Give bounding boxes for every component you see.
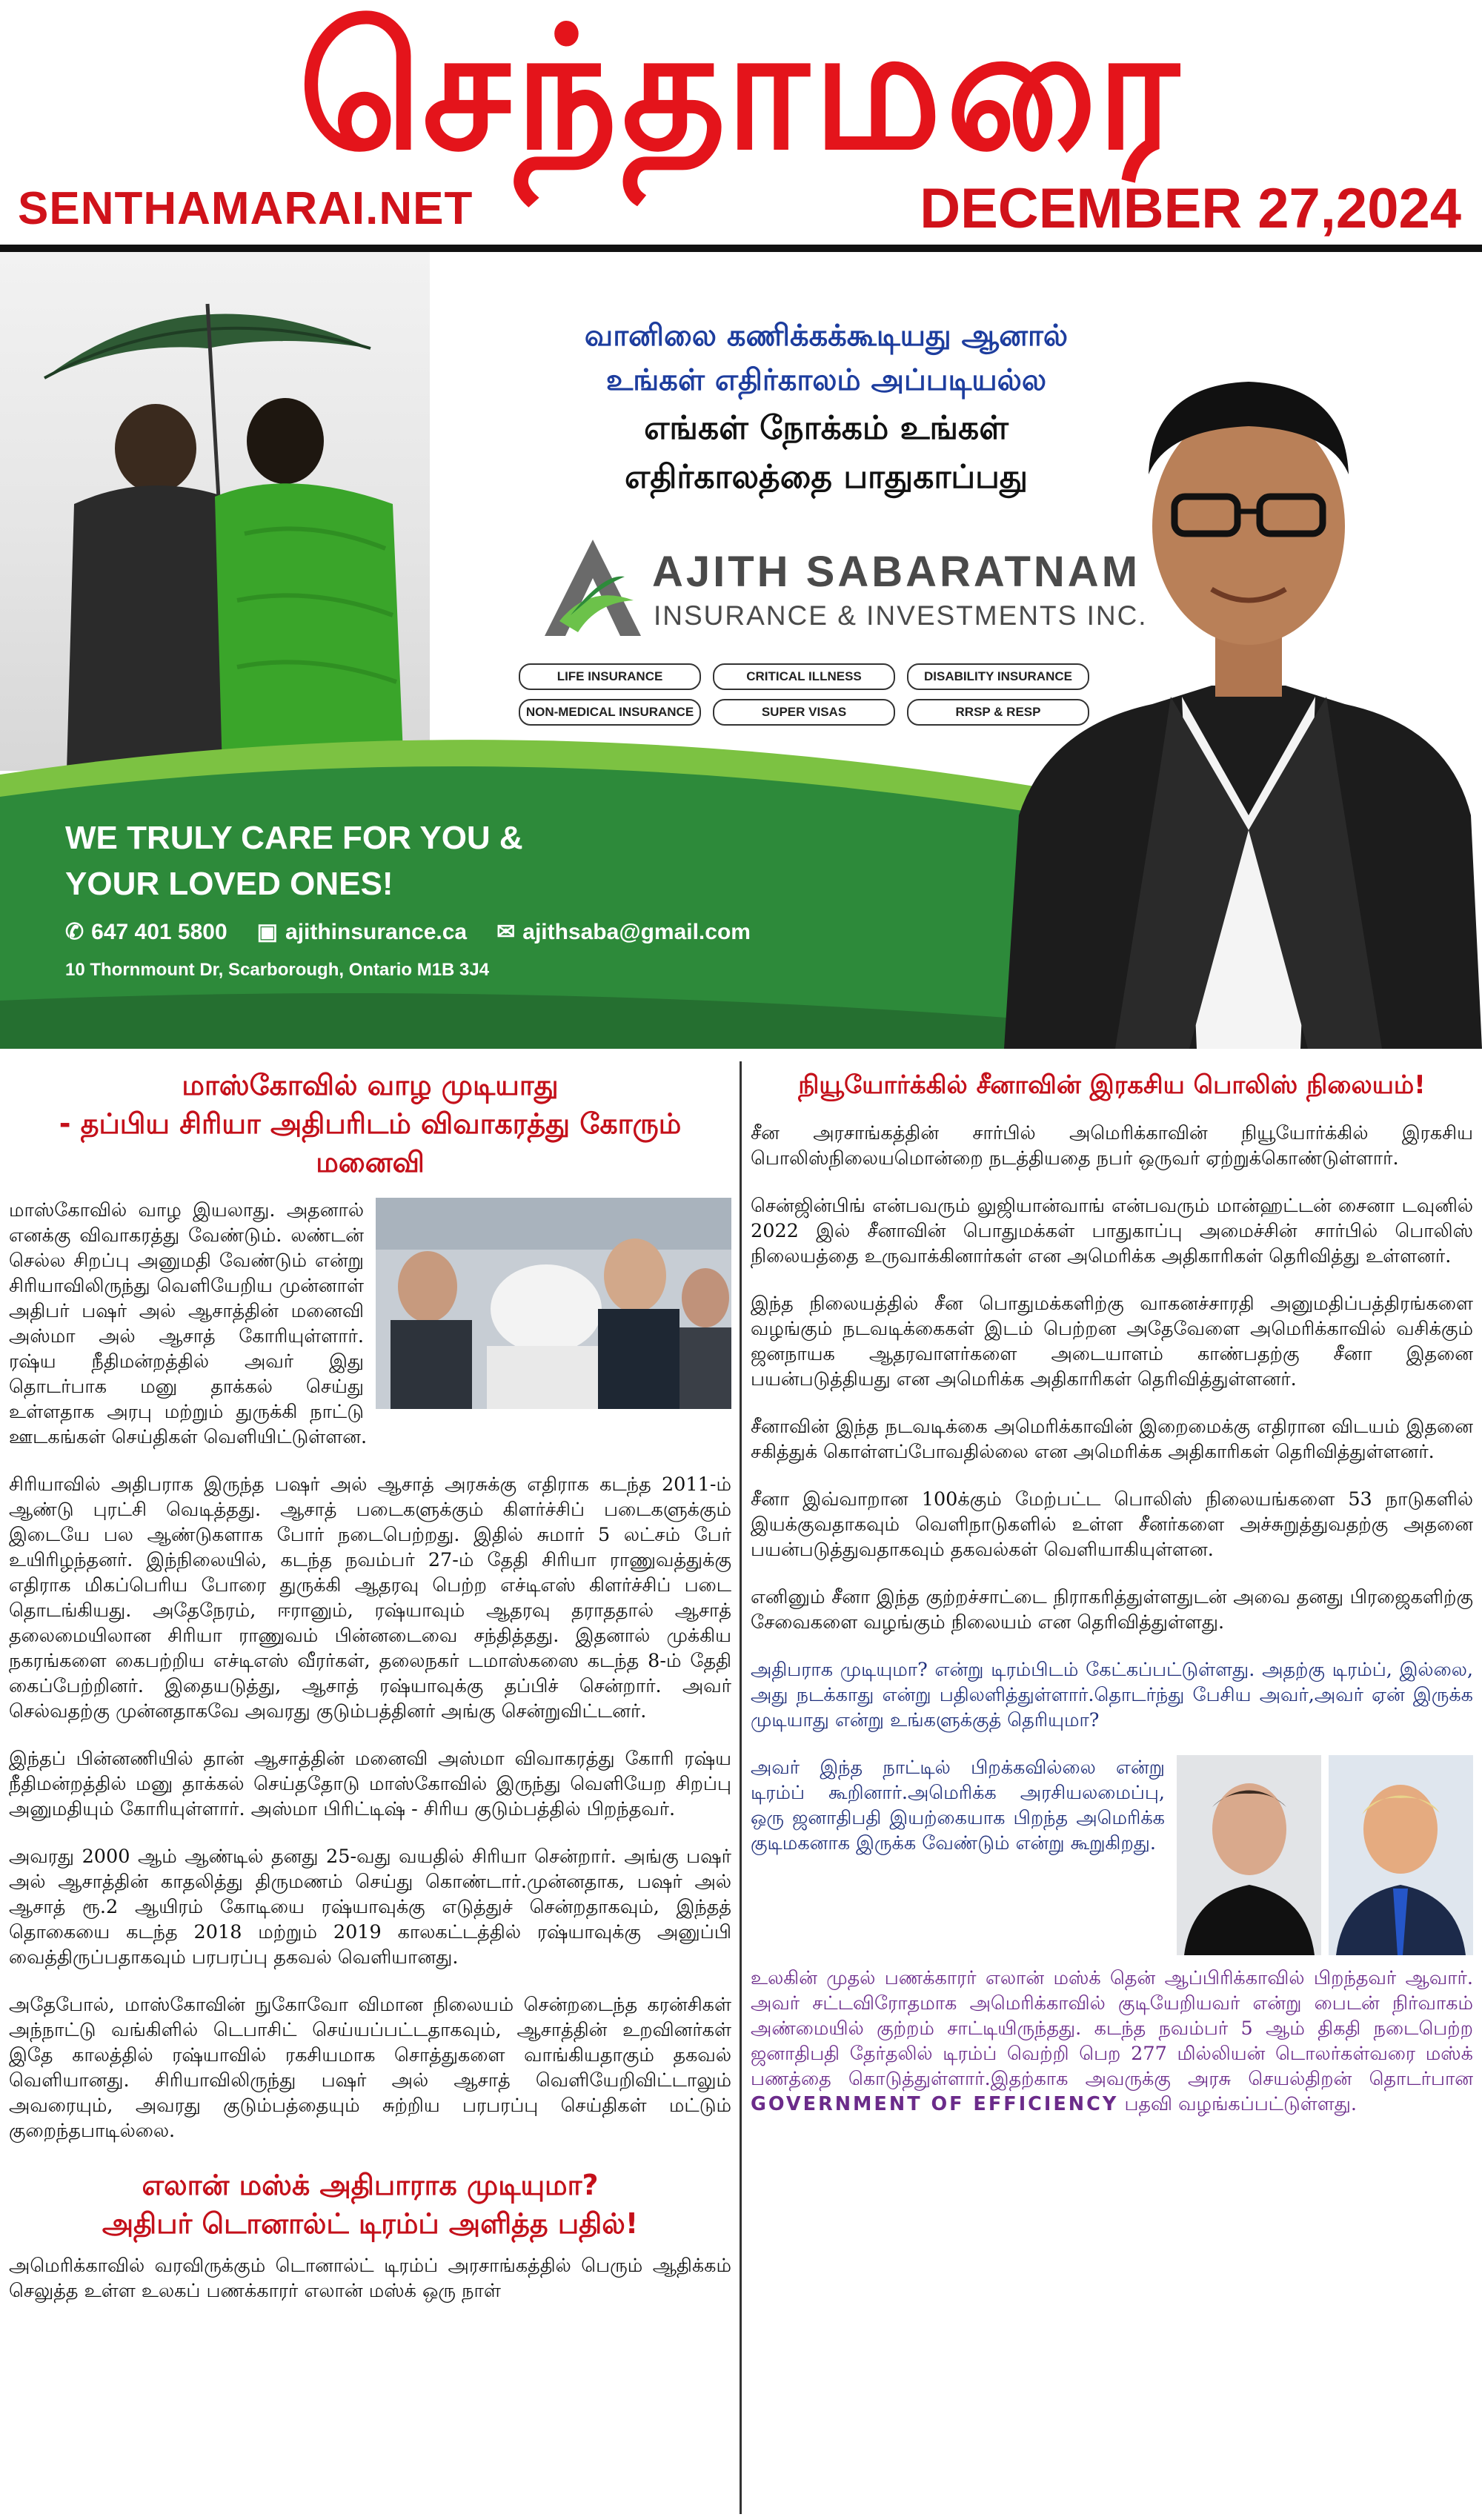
web-icon: ▣ xyxy=(256,920,279,944)
article-text: உலகின் முதல் பணக்காரர் எலான் மஸ்க் தென் ஆப்பிரிக்காவில் பிறந்தவர் ஆவார். அவர் சட்டவிரோதமாக அமெரிக்காவில் குடியேறியவர் என்று பைடன் நிர்வாகம் அண்மையில் குற்றம் சாட்டியிருந்தது. கடந்த நவம்பர் 5 ஆம் திகதி நடைபெற்ற ஜனாதிபதி தேர்தலில் டிரம்ப் வெற்றி பெற 277 மில்லியன் டொலர்கள்வரை மஸ்க் பணத்தை கொடுத்துள்ளார்.இதற்காக அவருக்கு அரசு செயல்திறன் தொடர்பான xyxy=(751,1967,1473,2090)
article-paragraph: சீன அரசாங்கத்தின் சார்பில் அமெரிக்காவின் நியூயோர்க்கில் இரகசிய பொலிஸ்நிலையமொன்றை நடத்தியதை நபர் ஒருவர் ஏற்றுக்கொண்டுள்ளார். xyxy=(751,1122,1473,1170)
assad-crowd-photo xyxy=(376,1198,731,1412)
service-pill: SUPER VISAS xyxy=(713,699,895,726)
agent-portrait xyxy=(1004,252,1482,1049)
insurance-advertisement xyxy=(0,252,1482,1049)
news-photo xyxy=(1177,1755,1473,1955)
article-paragraph: எனினும் சீனா இந்த குற்றச்சாட்டை நிராகரித்துள்ளதுடன் அவை தனது பிரஜைகளிற்கு சேவைகளை வழங்கும் நிலையம் என தெரிவித்துள்ளது. xyxy=(751,1586,1473,1634)
doge-highlight: GOVERNMENT OF EFFICIENCY xyxy=(751,2093,1119,2115)
article-paragraph: சென்ஜின்பிங் என்பவரும் லுஜியான்வாங் என்பவரும் மான்ஹட்டன் சைனா டவுனில் 2022 இல் சீனாவின் பொதுமக்கள் பாதுகாப்பு அமைச்சின் சார்பில் பொலிஸ் நிலையத்தை உருவாக்கினார்கள் என அமெரிக்க அதிகாரிகள் தெரிவித்து உள்ளனர். xyxy=(751,1195,1473,1267)
article-paragraph: அதிபராக முடியுமா? என்று டிரம்பிடம் கேட்கப்பட்டுள்ளது. அதற்கு டிரம்ப், இல்லை, அது நடக்காது என்று பதிலளித்துள்ளார்.தொடர்ந்து பேசிய அவர்,அவர் ஏன் இருக்க முடியாது என்று உங்களுக்குத் தெரியுமா? xyxy=(751,1659,1473,1731)
website-url: ajithinsurance.ca xyxy=(285,920,468,944)
article-headline[interactable]: நியூயோர்க்கில் சீனாவின் இரகசிய பொலிஸ் நிலையம்! xyxy=(798,1070,1426,1100)
newspaper-title: செந்தாமரை xyxy=(298,0,1184,188)
email-address: ajithsaba@gmail.com xyxy=(522,920,751,944)
phone-number: 647 401 5800 xyxy=(91,920,227,944)
right-column xyxy=(751,1061,1473,2514)
ad-slogan xyxy=(65,815,523,907)
ad-tagline-3: எங்கள் நோக்கம் உங்கள் xyxy=(644,409,1009,447)
contact-row xyxy=(65,919,751,945)
ad-tagline-1: வானிலை கணிக்கக்கூடியது ஆனால் xyxy=(584,319,1069,353)
article-paragraph: மாஸ்கோவில் வாழ இயலாது. அதனால் எனக்கு விவாகரத்து வேண்டும். லண்டன் செல்ல சிறப்பு அனுமதி வேண்டும் என்று சிரியாவிலிருந்து வெளியேறிய முன்னாள் அதிபர் பஷர் அல் ஆசாத்தின் மனைவி அஸ்மா அல் ஆசாத் கோரியுள்ளார். ரஷ்ய நீதிமன்றத்தில் அவர் இது தொடர்பாக மனு தாக்கல் செய்து உள்ளதாக அரபு மற்றும் துருக்கி நாட்டு ஊடகங்கள் செய்திகள் வெளியிட்டுள்ளன. xyxy=(9,1199,368,1448)
ad-tagline-4: எதிர்காலத்தை பாதுகாப்பது xyxy=(625,458,1028,496)
phone-icon: ✆ xyxy=(65,920,84,944)
left-column xyxy=(9,1061,731,2514)
service-pill: DISABILITY INSURANCE xyxy=(907,663,1089,690)
article-paragraph: அதேபோல், மாஸ்கோவின் நுகோவோ விமான நிலையம் சென்றடைந்த கரன்சிகள் அந்நாட்டு வங்கிளில் டெபாசிட் செய்யப்பட்டதாகவும், ஆசாத்தின் உறவினர்கள் இதே காலத்தில் ரஷ்யாவில் ரகசியமாக சொத்துகளை வாங்கியதாகும் தகவல் வெளியானது. சிரியாவிலிருந்து பஷர் அல் ஆசாத் வெளியேறிவிட்டாலும் அவரையும், அவரது குடும்பத்தையும் சுற்றிய பரபரப்பு செய்திகள் மட்டும் குறைந்தபாடில்லை. xyxy=(9,1994,731,2142)
article-text: பதவி வழங்கப்பட்டுள்ளது. xyxy=(1124,2093,1357,2115)
company-logo-icon xyxy=(537,532,648,643)
article-paragraph: சீனா இவ்வாறான 100க்கும் மேற்பட்ட பொலிஸ் நிலையங்களை 53 நாடுகளில் இயக்குவதாகவும் வெளிநாடுகளில் உள்ள சீனர்களை அச்சுறுத்துவதற்கு அதனை பயன்படுத்துவதாகவும் தகவல்கள் வெளியாகியுள்ளன. xyxy=(751,1488,1473,1561)
article-headline[interactable]: எலான் மஸ்க் அதிபாராக முடியுமா? xyxy=(142,2169,599,2201)
article-paragraph: அவர் இந்த நாட்டில் பிறக்கவில்லை என்று டிரம்ப் கூறினார்.அமெரிக்க அரசியலமைப்பு, ஒரு ஜனாதிபதி இயற்கையாக பிறந்த அமெரிக்க குடிமகனாக இருக்க வேண்டும் என்று கூறுகிறது. xyxy=(751,1757,1165,1854)
ad-slogan-line-2: YOUR LOVED ONES! xyxy=(65,866,393,902)
article-paragraph: இந்தப் பின்னணியில் தான் ஆசாத்தின் மனைவி அஸ்மா விவாகரத்து கோரி ரஷ்ய நீதிமன்றத்தில் மனு தாக்கல் செய்ததோடு மாஸ்கோவில் இருந்து வெளியேற சிறப்பு அனுமதியும் கோரியுள்ளார். அஸ்மா பிரிட்டிஷ் - சிரிய குடும்பத்தில் பிறந்தவர். xyxy=(9,1748,731,1820)
service-pill: NON-MEDICAL INSURANCE xyxy=(519,699,701,726)
article-paragraph: அவரது 2000 ஆம் ஆண்டில் தனது 25-வது வயதில் சிரியா சென்றார். அங்கு பஷர் அல் ஆசாத்தின் காதலித்து திருமணம் செய்து கொண்டார்.முன்னதாக, பஷர் அல் ஆசாத் ரூ.2 ஆயிரம் கோடியை ரஷ்யாவுக்கு எடுத்துச் சென்றதாகவும், இந்தத் தொகையை கடந்த 2018 மற்றும் 2019 காலகட்டத்தில் ரஷ்யாவுக்கு அனுப்பி வைத்திருப்பதாகவும் பரபரப்பு தகவல் வெளியானது. xyxy=(9,1846,731,1969)
article-headline[interactable]: மாஸ்கோவில் வாழ முடியாது xyxy=(182,1069,559,1101)
masthead-rule xyxy=(0,245,1482,252)
service-pill: CRITICAL ILLNESS xyxy=(713,663,895,690)
email-contact[interactable] xyxy=(496,919,751,945)
musk-trump-photo xyxy=(1177,1755,1473,1958)
article-paragraph: அமெரிக்காவில் வரவிருக்கும் டொனால்ட் டிரம்ப் அரசாங்கத்தில் பெரும் ஆதிக்கம் செலுத்த உள்ள உலகப் பணக்காரர் எலான் மஸ்க் ஒரு நாள் xyxy=(9,2255,731,2302)
article-headline-subtitle[interactable]: அதிபர் டொனால்ட் டிரம்ப் அளித்த பதில்! xyxy=(102,2207,639,2240)
article-paragraph: சீனாவின் இந்த நடவடிக்கை அமெரிக்காவின் இறைமைக்கு எதிரான விடயம் இதனை சகித்துக் கொள்ளப்போவதில்லை என அமெரிக்க அதிகாரிகள் தெரிவித்துள்ளனர். xyxy=(751,1416,1473,1463)
email-icon: ✉ xyxy=(496,920,516,944)
website-contact[interactable] xyxy=(257,919,467,945)
column-divider xyxy=(740,1061,742,2514)
masthead xyxy=(0,0,1482,245)
issue-date: DECEMBER 27,2024 xyxy=(920,177,1461,240)
article-headline-subtitle[interactable]: - தப்பிய சிரியா அதிபரிடம் விவாகரத்து கோரும் மனைவி xyxy=(59,1107,682,1178)
business-address: 10 Thornmount Dr, Scarborough, Ontario M1B 3J4 xyxy=(65,960,490,980)
phone-contact[interactable] xyxy=(65,919,227,945)
article-paragraph: இந்த நிலையத்தில் சீன பொதுமக்களிற்கு வாகனச்சாரதி அனுமதிப்பத்திரங்களை வழங்கும் நடவடிக்கைகள் இடம் பெற்றன அதேவேளை அமெரிக்காவில் வசிக்கும் ஜனநாயக ஆதரவாளர்களை அடையாளம் காண்பதற்கு சீனா இதனை பயன்படுத்தியது என அமெரிக்க அதிகாரிகள் தெரிவித்துள்ளனர். xyxy=(751,1293,1473,1390)
site-url[interactable]: SENTHAMARAI.NET xyxy=(18,183,473,234)
company-subtitle: INSURANCE & INVESTMENTS INC. xyxy=(654,600,1148,631)
ad-slogan-line-1: WE TRULY CARE FOR YOU & xyxy=(65,820,523,856)
company-name: AJITH SABARATNAM xyxy=(652,548,1141,596)
service-pill: RRSP & RESP xyxy=(907,699,1089,726)
article-paragraph xyxy=(751,1966,1473,2117)
service-pill: LIFE INSURANCE xyxy=(519,663,701,690)
article-paragraph: சிரியாவில் அதிபராக இருந்த பஷர் அல் ஆசாத் அரசுக்கு எதிராக கடந்த 2011-ம் ஆண்டு புரட்சி வெடித்தது. ஆசாத் படைகளுக்கும் கிளர்ச்சிப் படைகளுக்கும் இடையே பல ஆண்டுகளாக போர் நடைபெற்றது. இதில் சுமார் 5 லட்சம் பேர் உயிரிழந்தனர். இந்நிலையில், கடந்த நவம்பர் 27-ம் தேதி சிரியா ராணுவத்துக்கு எதிராக மிகப்பெரிய போரை துருக்கி ஆதரவு பெற்ற எச்டிஎஸ் கிளர்ச்சிப் படை தொடங்கியது. அதேநேரம், ஈரானும், ரஷ்யாவும் ஆதரவு தராததால் ஆசாத் தலைமையிலான சிரியா ராணுவம் பின்னடைவை சந்தித்தது. இதனால் முக்கிய நகரங்களை கைபற்றிய எச்டிஎஸ் வீரர்கள், தலைநகர் டமாஸ்கஸை கடந்த 8-ம் தேதி கைப்பேற்றினர். இதையடுத்து, ஆசாத் ரஷ்யாவுக்கு தப்பிச் சென்றார். அவர் செல்வதற்கு முன்னதாகவே அவரது குடும்பத்தினர் அங்கு சென்றுவிட்டனர். xyxy=(9,1473,731,1722)
news-photo xyxy=(376,1198,731,1409)
ad-tagline-2: உங்கள் எதிர்காலம் அப்படியல்ல xyxy=(605,363,1047,397)
